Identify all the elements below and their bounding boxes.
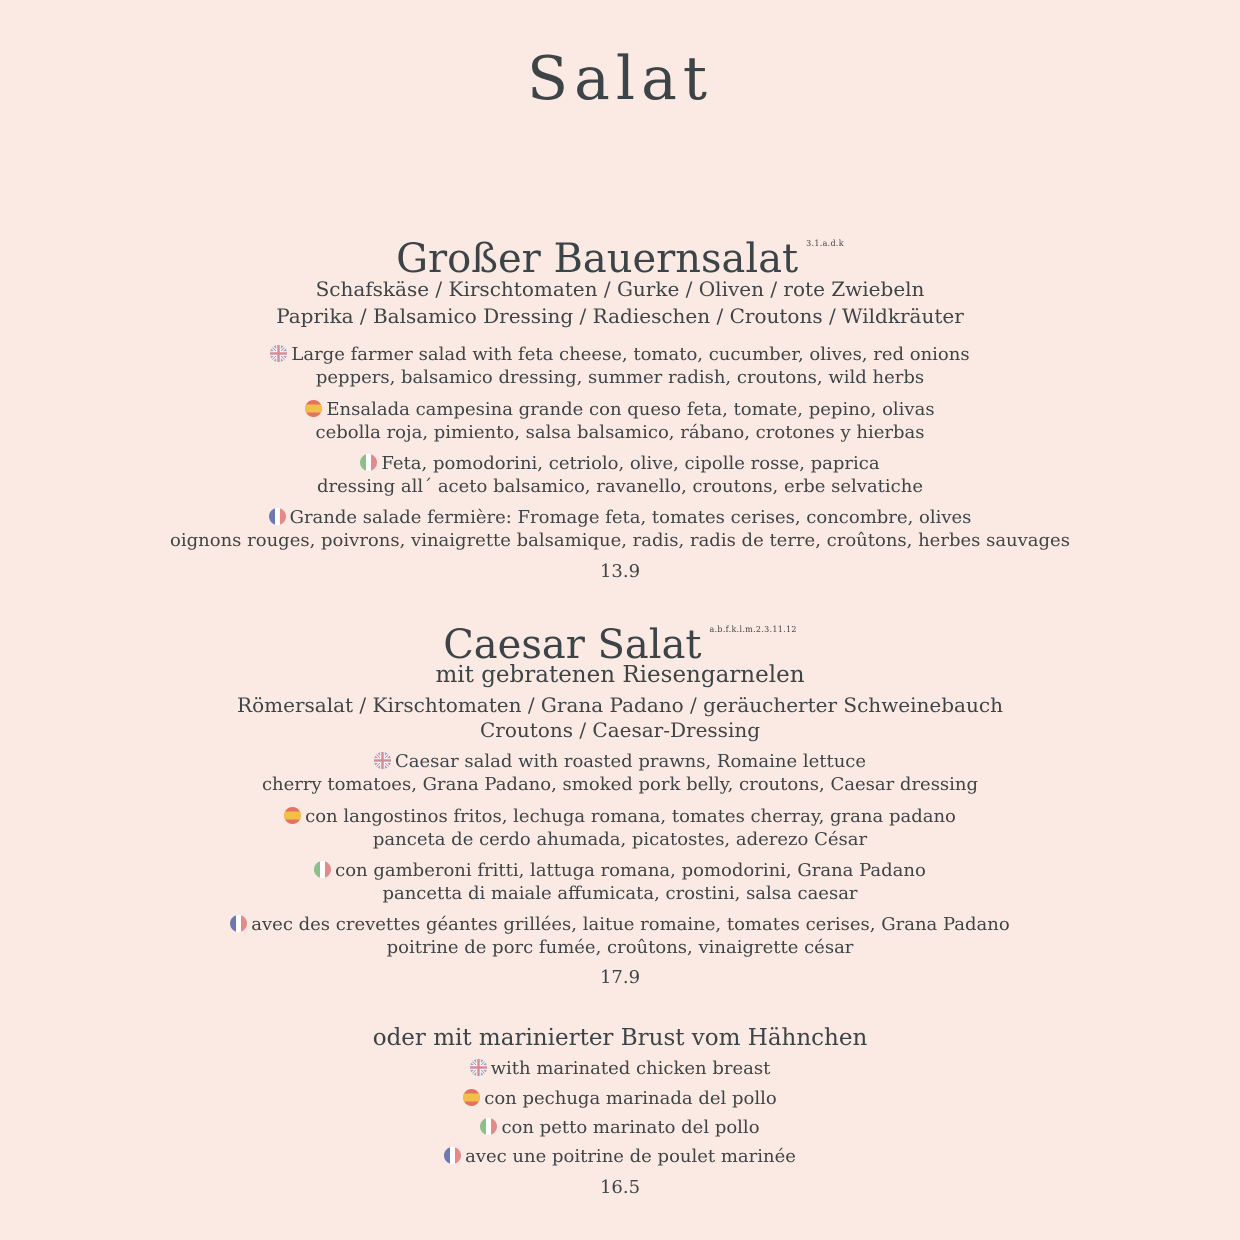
dish-title-bauernsalat xyxy=(0,220,1240,283)
translation-it: pancetta di maiale affumicata, crostini, salsa caesar xyxy=(382,883,858,904)
translation-es: Ensalada campesina grande con queso feta, tomate, pepino, olivas xyxy=(0,398,1240,421)
translation-es: con pechuga marinada del pollo xyxy=(0,1087,1240,1110)
translation-fr: avec des crevettes géantes grillées, laitue romaine, tomates cerises, Grana Padano xyxy=(0,913,1240,936)
ingredients-line: Schafskäse / Kirschtomaten / Gurke / Oliven / rote Zwiebeln xyxy=(315,277,925,301)
price: 16.5 xyxy=(599,1177,641,1198)
translation-es: panceta de cerdo ahumada, picatostes, aderezo César xyxy=(372,829,868,850)
translation-en: cherry tomatoes, Grana Padano, smoked pork belly, croutons, Caesar dressing xyxy=(261,774,979,795)
translation-es: con langostinos fritos, lechuga romana, tomates cherray, grana padano xyxy=(0,805,1240,828)
dish-name: Caesar Salat xyxy=(443,622,702,668)
translation-it: dressing all´ aceto balsamico, ravanello, croutons, erbe selvatiche xyxy=(317,476,923,497)
translation-it: con petto marinato del pollo xyxy=(0,1116,1240,1139)
translation-it: Feta, pomodorini, cetriolo, olive, cipolle rosse, paprica xyxy=(0,452,1240,475)
allergen-codes: a.b.f.k.l.m.2.3.11.12 xyxy=(709,625,797,634)
translation-en: peppers, balsamico dressing, summer radish, croutons, wild herbs xyxy=(315,367,925,388)
spain-flag-icon xyxy=(305,400,322,417)
translation-fr: Grande salade fermière: Fromage feta, tomates cerises, concombre, olives xyxy=(0,506,1240,529)
uk-flag-icon xyxy=(374,752,391,769)
dish-title-caesar xyxy=(0,606,1240,669)
page-title: Salat xyxy=(527,44,713,114)
france-flag-icon xyxy=(444,1147,461,1164)
italy-flag-icon xyxy=(480,1118,497,1135)
spain-flag-icon xyxy=(284,807,301,824)
translation-it: con gamberoni fritti, lattuga romana, pomodorini, Grana Padano xyxy=(0,859,1240,882)
translation-es: cebolla roja, pimiento, salsa balsamico, rábano, crotones y hierbas xyxy=(315,422,925,443)
price: 17.9 xyxy=(599,967,641,988)
option-title-chicken: oder mit marinierter Brust vom Hähnchen xyxy=(372,1025,868,1051)
allergen-codes: 3.1.a.d.k xyxy=(806,239,844,248)
italy-flag-icon xyxy=(314,861,331,878)
spain-flag-icon xyxy=(463,1089,480,1106)
dish-subtitle: mit gebratenen Riesengarnelen xyxy=(435,662,805,688)
uk-flag-icon xyxy=(270,345,287,362)
france-flag-icon xyxy=(269,508,286,525)
ingredients-line: Römersalat / Kirschtomaten / Grana Padano / geräucherter Schweinebauch xyxy=(237,693,1003,717)
uk-flag-icon xyxy=(470,1059,487,1076)
ingredients-line: Paprika / Balsamico Dressing / Radieschen / Croutons / Wildkräuter xyxy=(276,304,964,328)
translation-fr: avec une poitrine de poulet marinée xyxy=(0,1145,1240,1168)
translation-fr: oignons rouges, poivrons, vinaigrette balsamique, radis, radis de terre, croûtons, herbes sauvages xyxy=(170,530,1070,551)
france-flag-icon xyxy=(230,915,247,932)
italy-flag-icon xyxy=(360,454,377,471)
price: 13.9 xyxy=(599,561,641,582)
translation-en: Large farmer salad with feta cheese, tomato, cucumber, olives, red onions xyxy=(0,343,1240,366)
ingredients-line: Croutons / Caesar-Dressing xyxy=(479,718,761,742)
translation-en: with marinated chicken breast xyxy=(0,1057,1240,1080)
translation-fr: poitrine de porc fumée, croûtons, vinaigrette césar xyxy=(386,937,854,958)
translation-en: Caesar salad with roasted prawns, Romaine lettuce xyxy=(0,750,1240,773)
dish-name: Großer Bauernsalat xyxy=(396,236,799,282)
